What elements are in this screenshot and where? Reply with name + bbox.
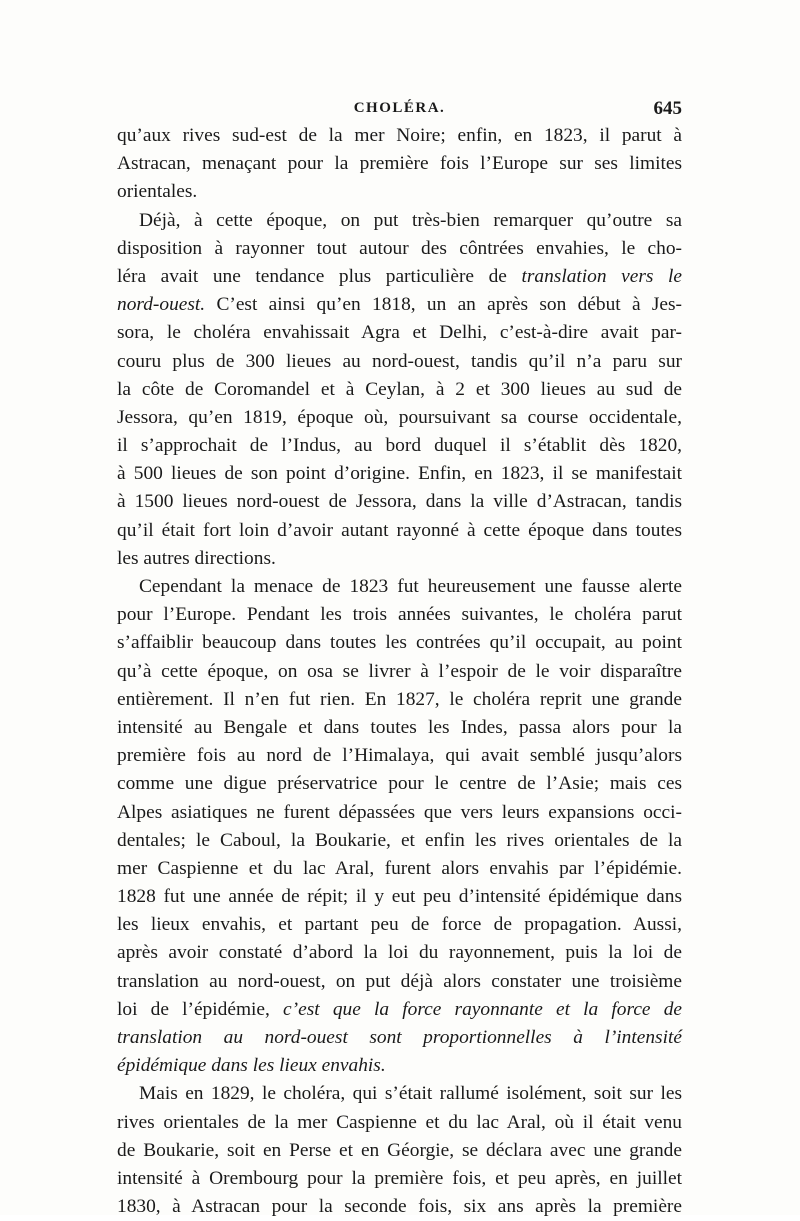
text-line — [117, 742, 682, 770]
text-segment: première fois au nord de l’Himalaya, qui avait semblé jusqu’alors — [117, 745, 682, 767]
text-line — [117, 488, 682, 516]
text-segment: 1828 fut une année de répit; il y eut peu d’intensité épidémique dans — [117, 886, 682, 908]
text-line — [117, 573, 682, 601]
text-line — [117, 404, 682, 432]
text-line — [117, 1193, 682, 1221]
text-line — [117, 939, 682, 967]
italic-text: translation vers le — [521, 265, 682, 287]
text-line — [117, 1165, 682, 1193]
text-line — [117, 883, 682, 911]
italic-text: c’est que la force rayonnante et la force de — [283, 998, 683, 1020]
text-segment: les autres directions. — [117, 547, 276, 569]
text-segment: qu’il était fort loin d’avoir autant rayonné à cette époque dans toutes — [117, 519, 682, 541]
text-segment: Cependant la menace de 1823 fut heureusement une fausse alerte — [139, 576, 682, 597]
text-segment: qu’aux rives sud-est de la mer Noire; enfin, en 1823, il parut à — [117, 125, 682, 146]
text-segment: s’affaiblir beaucoup dans toutes les contrées qu’il occupait, au point — [117, 632, 682, 654]
text-segment: à 500 lieues de son point d’origine. Enfin, en 1823, il se manifestait — [117, 463, 682, 485]
text-segment: de Boukarie, soit en Perse et en Géorgie, se déclara avec une grande — [117, 1139, 682, 1161]
text-line — [117, 799, 682, 827]
text-line — [117, 235, 682, 263]
text-segment: à 1500 lieues nord-ouest de Jessora, dans la ville d’Astracan, tandis — [117, 491, 682, 513]
text-segment: pour l’Europe. Pendant les trois années suivantes, le choléra parut — [117, 604, 682, 626]
text-line — [117, 968, 682, 996]
text-segment: intensité au Bengale et dans toutes les Indes, passa alors pour la — [117, 716, 682, 738]
text-line — [117, 996, 682, 1024]
text-line — [117, 150, 682, 178]
text-line — [117, 348, 682, 376]
text-segment: qu’à cette époque, on osa se livrer à l’espoir de le voir disparaître — [117, 660, 682, 682]
text-line — [117, 1109, 682, 1137]
italic-text: translation au nord-ouest sont proportionnelles à l’intensité — [117, 1027, 682, 1048]
text-segment: rives orientales de la mer Caspienne et du lac Aral, où il était venu — [117, 1111, 682, 1133]
text-line — [117, 460, 682, 488]
running-title: CHOLÉRA. — [353, 100, 446, 116]
text-line — [117, 178, 682, 206]
text-line — [117, 1024, 682, 1052]
text-line — [117, 714, 682, 742]
text-line — [117, 827, 682, 855]
body-text — [117, 122, 682, 1221]
text-line — [117, 1080, 682, 1108]
text-line — [117, 658, 682, 686]
text-line — [117, 629, 682, 657]
text-line — [117, 122, 682, 150]
text-segment: dentales; le Caboul, la Boukarie, et enfin les rives orientales de la — [117, 829, 682, 851]
text-segment: comme une digue préservatrice pour le centre de l’Asie; mais ces — [117, 773, 682, 795]
text-segment: intensité à Orembourg pour la première fois, et peu après, en juillet — [117, 1167, 682, 1189]
text-segment: C’est ainsi qu’en 1818, un an après son début à Jes- — [205, 294, 682, 316]
text-segment: couru plus de 300 lieues au nord-ouest, tandis qu’il n’a paru sur — [117, 350, 682, 372]
text-line — [117, 517, 682, 545]
text-segment: léra avait une tendance plus particulière de — [117, 265, 522, 287]
text-line — [117, 319, 682, 347]
text-segment: Alpes asiatiques ne furent dépassées que vers leurs expansions occi- — [117, 801, 682, 823]
text-line — [117, 770, 682, 798]
text-line — [117, 601, 682, 629]
text-segment: Mais en 1829, le choléra, qui s’était rallumé isolément, soit sur les — [139, 1083, 682, 1105]
italic-text: nord-ouest. — [117, 294, 206, 316]
text-segment: disposition à rayonner tout autour des côntrées envahies, le cho- — [117, 237, 682, 259]
text-segment: Astracan, menaçant pour la première fois l’Europe sur ses limites — [117, 153, 682, 175]
text-segment: après avoir constaté d’abord la loi du rayonnement, puis la loi de — [117, 942, 682, 964]
text-line — [117, 432, 682, 460]
text-line — [117, 291, 682, 319]
text-segment: Déjà, à cette époque, on put très-bien remarquer qu’outre sa — [139, 209, 682, 231]
text-segment: il s’approchait de l’Indus, au bord duquel il s’établit dès 1820, — [117, 435, 682, 457]
text-segment: 1830, à Astracan pour la seconde fois, six ans après la première — [117, 1196, 682, 1218]
italic-text: épidémique dans les lieux envahis. — [117, 1055, 386, 1077]
text-segment: translation au nord-ouest, on put déjà alors constater une troisième — [117, 970, 682, 992]
text-segment: entièrement. Il n’en fut rien. En 1827, le choléra reprit une grande — [117, 688, 682, 710]
page-number: 645 — [653, 98, 682, 119]
running-head — [117, 98, 682, 120]
text-line — [117, 376, 682, 404]
text-line — [117, 686, 682, 714]
text-line — [117, 263, 682, 291]
text-line — [117, 1052, 682, 1080]
text-segment: mer Caspienne et du lac Aral, furent alors envahis par l’épidémie. — [117, 857, 682, 879]
text-segment: les lieux envahis, et partant peu de force de propagation. Aussi, — [117, 914, 682, 936]
text-line — [117, 911, 682, 939]
text-line — [117, 855, 682, 883]
text-line — [117, 1137, 682, 1165]
text-segment: Jessora, qu’en 1819, époque où, poursuivant sa course occidentale, — [117, 406, 682, 428]
text-segment: loi de l’épidémie, — [117, 998, 284, 1020]
text-segment: orientales. — [117, 181, 198, 203]
text-line — [117, 207, 682, 235]
text-line — [117, 545, 682, 573]
text-segment: la côte de Coromandel et à Ceylan, à 2 et 300 lieues au sud de — [117, 378, 682, 400]
text-segment: sora, le choléra envahissait Agra et Delhi, c’est-à-dire avait par- — [117, 322, 682, 344]
